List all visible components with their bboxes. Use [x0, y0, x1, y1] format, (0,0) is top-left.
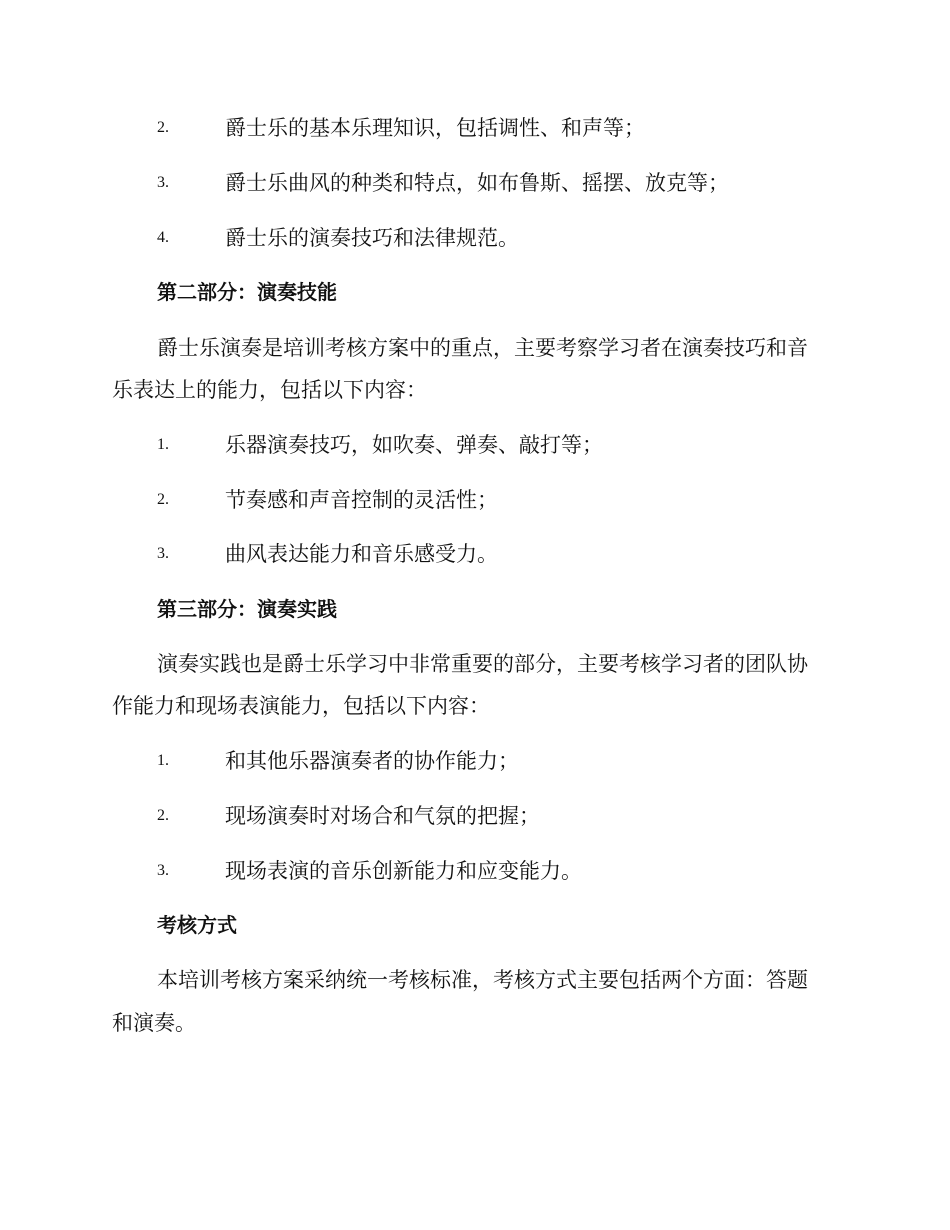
list-item-text: 爵士乐的演奏技巧和法律规范。	[225, 226, 519, 250]
section-heading: 第二部分：演奏技能	[157, 280, 337, 304]
list-item-text: 曲风表达能力和音乐感受力。	[225, 542, 498, 566]
list-item-text: 爵士乐的基本乐理知识，包括调性、和声等；	[225, 116, 645, 140]
list-item-text: 爵士乐曲风的种类和特点，如布鲁斯、摇摆、放克等；	[225, 171, 729, 195]
list-item-number: 1.	[157, 436, 169, 453]
list-item-text: 现场演奏时对场合和气氛的把握；	[225, 804, 540, 828]
section-heading: 第三部分：演奏实践	[157, 597, 337, 621]
list-item-number: 3.	[157, 862, 169, 879]
list-item-number: 3.	[157, 545, 169, 562]
paragraph-line: 爵士乐演奏是培训考核方案中的重点，主要考察学习者在演奏技巧和音	[157, 336, 808, 360]
section-heading: 考核方式	[157, 913, 237, 937]
paragraph-line: 演奏实践也是爵士乐学习中非常重要的部分，主要考核学习者的团队协	[157, 652, 808, 676]
paragraph-line: 乐表达上的能力，包括以下内容：	[112, 378, 427, 402]
paragraph-line: 和演奏。	[112, 1011, 196, 1035]
list-item-text: 和其他乐器演奏者的协作能力；	[225, 749, 519, 773]
list-item-text: 节奏感和声音控制的灵活性；	[225, 488, 498, 512]
paragraph-line: 作能力和现场表演能力，包括以下内容：	[112, 694, 490, 718]
list-item-number: 2.	[157, 807, 169, 824]
list-item-text: 现场表演的音乐创新能力和应变能力。	[225, 859, 582, 883]
list-item-number: 1.	[157, 752, 169, 769]
list-item-number: 2.	[157, 119, 169, 136]
list-item-number: 4.	[157, 229, 169, 246]
list-item-number: 3.	[157, 174, 169, 191]
list-item-number: 2.	[157, 491, 169, 508]
paragraph-line: 本培训考核方案采纳统一考核标准，考核方式主要包括两个方面：答题	[157, 968, 808, 992]
list-item-text: 乐器演奏技巧，如吹奏、弹奏、敲打等；	[225, 433, 603, 457]
